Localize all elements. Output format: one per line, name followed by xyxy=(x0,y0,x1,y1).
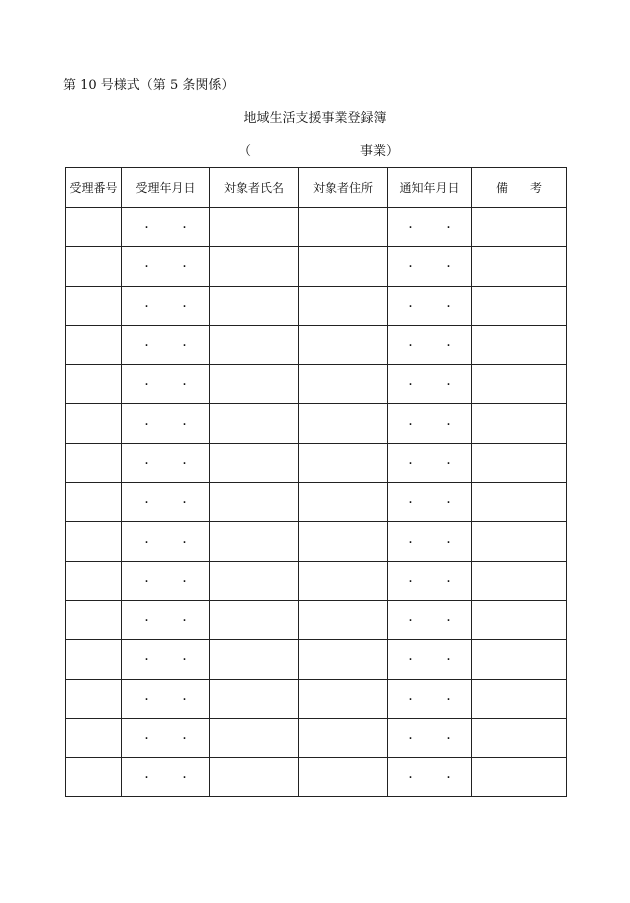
date-separator: ・ xyxy=(179,419,190,431)
remarks-cell xyxy=(472,443,567,482)
receipt-date-cell xyxy=(122,286,210,325)
header-remarks-char-2: 考 xyxy=(530,181,543,195)
date-separator: ・ xyxy=(179,576,190,588)
date-separator: ・ xyxy=(443,694,454,706)
date-separator: ・ xyxy=(141,498,152,510)
date-separator: ・ xyxy=(405,223,416,235)
date-separator: ・ xyxy=(141,380,152,392)
date-separator: ・ xyxy=(179,773,190,785)
date-separators xyxy=(406,578,454,588)
receipt-date-cell xyxy=(122,247,210,286)
date-separators xyxy=(406,381,454,391)
notice-date-cell xyxy=(388,208,472,247)
receipt-number-cell xyxy=(66,483,122,522)
date-separators xyxy=(406,421,454,431)
date-separator: ・ xyxy=(179,694,190,706)
notice-date-cell xyxy=(388,365,472,404)
date-separators xyxy=(142,735,190,745)
date-separator: ・ xyxy=(405,576,416,588)
date-separators xyxy=(406,460,454,470)
table-row xyxy=(66,247,567,286)
receipt-number-cell xyxy=(66,561,122,600)
date-separator: ・ xyxy=(443,498,454,510)
date-separator: ・ xyxy=(443,223,454,235)
remarks-cell xyxy=(472,718,567,757)
date-separator: ・ xyxy=(141,262,152,274)
date-separator: ・ xyxy=(179,380,190,392)
date-separator: ・ xyxy=(443,262,454,274)
receipt-number-cell xyxy=(66,758,122,797)
notice-date-cell xyxy=(388,600,472,639)
receipt-number-cell xyxy=(66,247,122,286)
date-separators xyxy=(142,696,190,706)
receipt-number-cell xyxy=(66,208,122,247)
subject-name-cell xyxy=(210,286,299,325)
subject-name-cell xyxy=(210,679,299,718)
date-separator: ・ xyxy=(141,694,152,706)
receipt-number-cell xyxy=(66,640,122,679)
date-separator: ・ xyxy=(141,301,152,313)
table-row xyxy=(66,404,567,443)
date-separator: ・ xyxy=(179,655,190,667)
notice-date-cell xyxy=(388,679,472,718)
header-row xyxy=(66,168,567,208)
subject-name-cell xyxy=(210,443,299,482)
notice-date-cell xyxy=(388,286,472,325)
table-row xyxy=(66,640,567,679)
table-row xyxy=(66,483,567,522)
date-separator: ・ xyxy=(405,419,416,431)
date-separator: ・ xyxy=(405,616,416,628)
subject-name-cell xyxy=(210,561,299,600)
table-row xyxy=(66,561,567,600)
date-separators xyxy=(142,342,190,352)
receipt-date-cell xyxy=(122,758,210,797)
date-separator: ・ xyxy=(179,458,190,470)
header-subject-name: 対象者氏名 xyxy=(210,168,299,208)
header-receipt-number: 受理番号 xyxy=(66,168,122,208)
receipt-date-cell xyxy=(122,483,210,522)
receipt-date-cell xyxy=(122,404,210,443)
date-separator: ・ xyxy=(141,537,152,549)
notice-date-cell xyxy=(388,247,472,286)
remarks-cell xyxy=(472,640,567,679)
date-separator: ・ xyxy=(443,576,454,588)
notice-date-cell xyxy=(388,404,472,443)
date-separator: ・ xyxy=(443,419,454,431)
receipt-number-cell xyxy=(66,365,122,404)
date-separators xyxy=(142,617,190,627)
date-separator: ・ xyxy=(141,576,152,588)
date-separators xyxy=(406,263,454,273)
date-separator: ・ xyxy=(179,301,190,313)
date-separator: ・ xyxy=(179,616,190,628)
date-separator: ・ xyxy=(443,616,454,628)
remarks-cell xyxy=(472,286,567,325)
subject-address-cell xyxy=(299,286,388,325)
date-separators xyxy=(406,656,454,666)
subject-name-cell xyxy=(210,404,299,443)
header-notice-date: 通知年月日 xyxy=(388,168,472,208)
receipt-date-cell xyxy=(122,679,210,718)
date-separator: ・ xyxy=(179,537,190,549)
remarks-cell xyxy=(472,208,567,247)
date-separator: ・ xyxy=(141,734,152,745)
remarks-cell xyxy=(472,325,567,364)
subject-address-cell xyxy=(299,404,388,443)
date-separator: ・ xyxy=(405,341,416,353)
date-separator: ・ xyxy=(405,694,416,706)
date-separators xyxy=(142,774,190,784)
table-row xyxy=(66,443,567,482)
subject-address-cell xyxy=(299,758,388,797)
receipt-number-cell xyxy=(66,325,122,364)
date-separator: ・ xyxy=(405,734,416,745)
date-separator: ・ xyxy=(141,655,152,667)
date-separator: ・ xyxy=(179,498,190,510)
date-separators xyxy=(142,578,190,588)
date-separators xyxy=(142,303,190,313)
remarks-cell xyxy=(472,247,567,286)
receipt-date-cell xyxy=(122,443,210,482)
subject-name-cell xyxy=(210,247,299,286)
remarks-cell xyxy=(472,483,567,522)
notice-date-cell xyxy=(388,443,472,482)
date-separators xyxy=(142,421,190,431)
subject-name-cell xyxy=(210,325,299,364)
date-separators xyxy=(142,499,190,509)
subject-address-cell xyxy=(299,718,388,757)
date-separator: ・ xyxy=(179,223,190,235)
date-separator: ・ xyxy=(443,655,454,667)
date-separators xyxy=(142,381,190,391)
header-subject-address: 対象者住所 xyxy=(299,168,388,208)
date-separators xyxy=(406,224,454,234)
table-row xyxy=(66,208,567,247)
receipt-date-cell xyxy=(122,718,210,757)
receipt-number-cell xyxy=(66,522,122,561)
register-table xyxy=(65,167,567,797)
receipt-date-cell xyxy=(122,208,210,247)
subtitle-business: 事業） xyxy=(360,144,400,159)
date-separator: ・ xyxy=(443,773,454,785)
subject-address-cell xyxy=(299,443,388,482)
table-row xyxy=(66,758,567,797)
date-separator: ・ xyxy=(443,734,454,745)
date-separators xyxy=(142,224,190,234)
subject-name-cell xyxy=(210,640,299,679)
header-remarks xyxy=(472,168,567,208)
table-row xyxy=(66,365,567,404)
subject-address-cell xyxy=(299,247,388,286)
form-number: 第 10 号様式（第 5 条関係） xyxy=(63,78,235,93)
date-separators xyxy=(406,303,454,313)
date-separators xyxy=(406,735,454,745)
register-body xyxy=(66,208,567,797)
date-separator: ・ xyxy=(405,655,416,667)
subject-name-cell xyxy=(210,758,299,797)
date-separators xyxy=(142,460,190,470)
subject-address-cell xyxy=(299,561,388,600)
date-separator: ・ xyxy=(405,380,416,392)
subject-address-cell xyxy=(299,483,388,522)
subject-address-cell xyxy=(299,522,388,561)
receipt-number-cell xyxy=(66,718,122,757)
table-row xyxy=(66,325,567,364)
receipt-date-cell xyxy=(122,365,210,404)
subject-address-cell xyxy=(299,600,388,639)
date-separator: ・ xyxy=(405,262,416,274)
receipt-number-cell xyxy=(66,679,122,718)
receipt-number-cell xyxy=(66,600,122,639)
date-separators xyxy=(406,539,454,549)
document-title: 地域生活支援事業登録簿 xyxy=(243,111,387,126)
date-separator: ・ xyxy=(443,380,454,392)
date-separator: ・ xyxy=(179,341,190,353)
table-row xyxy=(66,286,567,325)
date-separators xyxy=(142,263,190,273)
remarks-cell xyxy=(472,522,567,561)
table-row xyxy=(66,600,567,639)
receipt-date-cell xyxy=(122,561,210,600)
date-separator: ・ xyxy=(141,616,152,628)
header-remarks-char-1: 備 xyxy=(495,181,508,195)
date-separator: ・ xyxy=(443,301,454,313)
subject-name-cell xyxy=(210,718,299,757)
date-separators xyxy=(406,617,454,627)
date-separators xyxy=(406,774,454,784)
date-separator: ・ xyxy=(405,537,416,549)
remarks-cell xyxy=(472,404,567,443)
subject-address-cell xyxy=(299,365,388,404)
date-separator: ・ xyxy=(405,498,416,510)
receipt-date-cell xyxy=(122,640,210,679)
subject-name-cell xyxy=(210,600,299,639)
subject-name-cell xyxy=(210,483,299,522)
header-receipt-date: 受理年月日 xyxy=(122,168,210,208)
date-separator: ・ xyxy=(179,734,190,745)
date-separator: ・ xyxy=(179,262,190,274)
receipt-date-cell xyxy=(122,522,210,561)
date-separators xyxy=(142,656,190,666)
receipt-date-cell xyxy=(122,325,210,364)
subtitle-open-paren: （ xyxy=(238,144,252,159)
receipt-date-cell xyxy=(122,600,210,639)
receipt-number-cell xyxy=(66,404,122,443)
table-row xyxy=(66,522,567,561)
date-separator: ・ xyxy=(443,458,454,470)
notice-date-cell xyxy=(388,325,472,364)
subject-name-cell xyxy=(210,522,299,561)
receipt-number-cell xyxy=(66,443,122,482)
date-separator: ・ xyxy=(405,301,416,313)
date-separator: ・ xyxy=(141,419,152,431)
notice-date-cell xyxy=(388,758,472,797)
date-separator: ・ xyxy=(443,341,454,353)
notice-date-cell xyxy=(388,522,472,561)
notice-date-cell xyxy=(388,718,472,757)
date-separators xyxy=(406,342,454,352)
date-separators xyxy=(406,499,454,509)
table-row xyxy=(66,718,567,757)
receipt-number-cell xyxy=(66,286,122,325)
subject-address-cell xyxy=(299,325,388,364)
date-separator: ・ xyxy=(405,458,416,470)
date-separator: ・ xyxy=(141,223,152,235)
remarks-cell xyxy=(472,679,567,718)
date-separator: ・ xyxy=(405,773,416,785)
subject-name-cell xyxy=(210,365,299,404)
date-separator: ・ xyxy=(141,341,152,353)
date-separators xyxy=(142,539,190,549)
remarks-cell xyxy=(472,561,567,600)
notice-date-cell xyxy=(388,640,472,679)
notice-date-cell xyxy=(388,483,472,522)
subject-name-cell xyxy=(210,208,299,247)
date-separators xyxy=(406,696,454,706)
notice-date-cell xyxy=(388,561,472,600)
remarks-cell xyxy=(472,600,567,639)
date-separator: ・ xyxy=(141,773,152,785)
date-separator: ・ xyxy=(443,537,454,549)
subject-address-cell xyxy=(299,640,388,679)
subject-address-cell xyxy=(299,679,388,718)
date-separator: ・ xyxy=(141,458,152,470)
table-row xyxy=(66,679,567,718)
remarks-cell xyxy=(472,365,567,404)
subject-address-cell xyxy=(299,208,388,247)
remarks-cell xyxy=(472,758,567,797)
